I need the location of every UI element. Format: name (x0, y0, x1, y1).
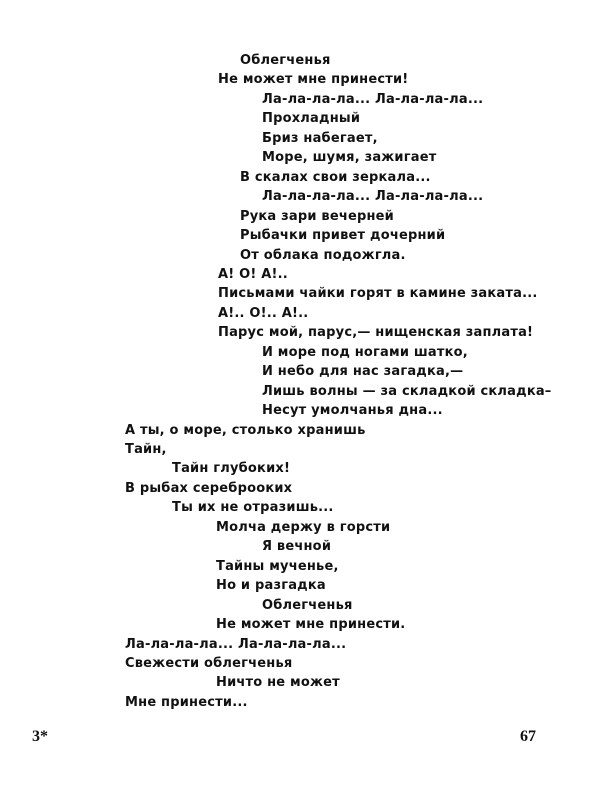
poem-line: Прохладный (262, 111, 361, 127)
poem-line: Ничто не может (216, 675, 340, 691)
poem-line: Я вечной (262, 539, 332, 555)
poem-line: Ла-ла-ла-ла... Ла-ла-ла-ла... (262, 91, 484, 107)
poem-line: И небо для нас загадка,— (262, 364, 464, 380)
poem-line: Не может мне принести. (216, 617, 406, 633)
poem-line: Несут умолчанья дна... (262, 403, 443, 419)
poem-line: Ты их не отразишь... (172, 500, 334, 516)
poem-line: Бриз набегает, (262, 130, 378, 146)
page-number: 67 (520, 728, 536, 745)
poem-line: Облегченья (240, 53, 331, 68)
poem-line: Свежести облегченья (125, 655, 293, 671)
poem-line: Не может мне принести! (218, 72, 409, 88)
poem-line: А ты, о море, столько хранишь (125, 422, 366, 438)
poem-line: В скалах свои зеркала... (240, 169, 431, 185)
poem-line: Тайн глубоких! (172, 461, 291, 477)
poem-line: От облака подожгла. (240, 247, 406, 263)
poem-line: Рыбачки привет дочерний (240, 228, 446, 244)
poem-line: Лишь волны — за складкой складка– (262, 383, 552, 399)
poem-line: Письмами чайки горят в камине заката... (218, 286, 538, 302)
poem-line: Парус мой, парус,— нищенская заплата! (218, 325, 534, 341)
poem-line: Ла-ла-ла-ла... Ла-ла-ла-ла... (125, 636, 347, 652)
poem-line: В рыбах сереброоких (125, 480, 293, 496)
poem-line: Море, шумя, зажигает (262, 150, 437, 166)
poem-line: Облегченья (262, 597, 353, 613)
poem-line: А! О! А!.. (218, 266, 288, 282)
signature-mark: 3* (32, 728, 48, 745)
poem-line: Молча держу в горсти (216, 519, 391, 535)
poem-line: Тайны мученье, (216, 558, 339, 574)
poem-line: Тайн, (125, 442, 167, 457)
poem-line: Рука зари вечерней (240, 208, 394, 224)
poem-line: И море под ногами шатко, (262, 344, 468, 360)
poem-line: А!.. О!.. А!.. (218, 305, 309, 321)
poem-line: Но и разгадка (216, 578, 326, 594)
poem-line: Мне принести... (125, 694, 248, 710)
poem-line: Ла-ла-ла-ла... Ла-ла-ла-ла... (262, 189, 484, 205)
